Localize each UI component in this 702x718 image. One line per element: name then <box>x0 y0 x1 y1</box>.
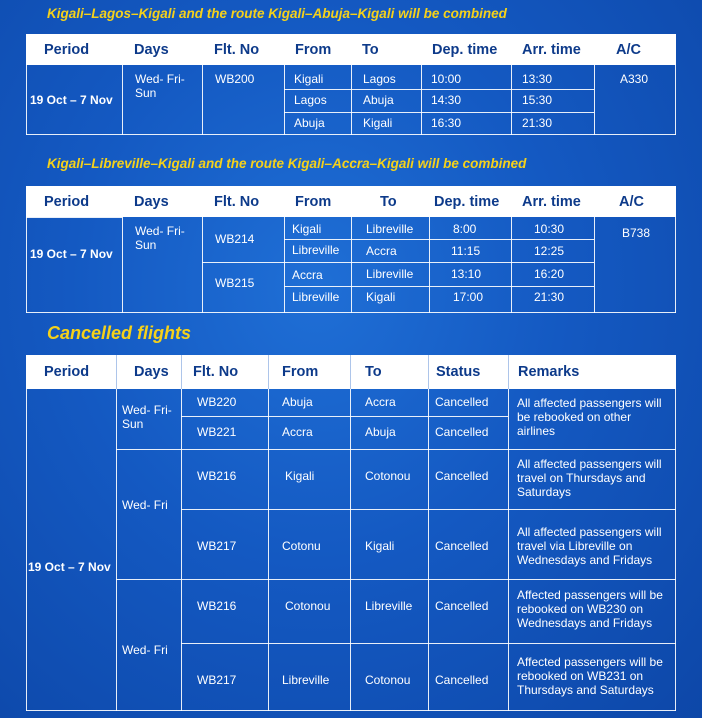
table-header <box>26 186 676 217</box>
arr-time-cell: 12:25 <box>534 244 565 258</box>
arr-time-cell: 16:20 <box>534 267 565 281</box>
cancelled-flights-table <box>26 355 676 711</box>
header-days: Days <box>134 41 169 58</box>
arr-time-cell: 10:30 <box>534 222 565 236</box>
header-to: To <box>380 193 397 210</box>
to-cell: Libreville <box>365 599 413 613</box>
flight-no-cell: WB220 <box>197 395 237 409</box>
status-cell: Cancelled <box>435 425 489 439</box>
header-aircraft: A/C <box>619 193 644 210</box>
arr-time-cell: 21:30 <box>534 290 565 304</box>
header-flight-no: Flt. No <box>214 41 260 58</box>
to-cell: Libreville <box>366 267 414 281</box>
period-cell: 19 Oct – 7 Nov <box>30 247 113 261</box>
from-cell: Cotonu <box>282 539 321 553</box>
header-period: Period <box>44 41 90 58</box>
from-cell: Libreville <box>292 290 340 304</box>
header-aircraft: A/C <box>616 41 641 58</box>
to-cell: Kigali <box>363 116 393 130</box>
header-period: Period <box>44 193 90 210</box>
days-cell: Wed- Fri- Sun <box>122 403 172 431</box>
header-days: Days <box>134 193 169 210</box>
flight-no-cell: WB216 <box>197 469 237 483</box>
to-cell: Cotonou <box>365 673 411 687</box>
header-dep-time: Dep. time <box>432 41 498 58</box>
to-cell: Cotonou <box>365 469 411 483</box>
from-cell: Cotonou <box>285 599 331 613</box>
aircraft-cell: B738 <box>622 226 651 240</box>
dep-time-cell: 14:30 <box>431 93 462 107</box>
header-status: Status <box>436 364 481 380</box>
period-cell: 19 Oct – 7 Nov <box>28 560 111 574</box>
days-cell: Wed- Fri- Sun <box>135 72 185 100</box>
flight-no-cell: WB221 <box>197 425 237 439</box>
header-to: To <box>362 41 379 58</box>
dep-time-cell: 8:00 <box>453 222 477 236</box>
remarks-cell: All affected passengers will travel via Libreville on Wednesdays and Fridays <box>517 525 662 567</box>
to-cell: Abuja <box>365 425 396 439</box>
remarks-cell: All affected passengers will travel on Thursdays and Saturdays <box>517 457 662 499</box>
from-cell: Kigali <box>292 222 322 236</box>
from-cell: Libreville <box>292 243 340 257</box>
combined-route-heading-2: Kigali–Libreville–Kigali and the route Kigali–Accra–Kigali will be combined <box>47 156 527 171</box>
flight-no-cell: WB215 <box>215 276 255 290</box>
header-days: Days <box>134 364 169 380</box>
to-cell: Abuja <box>363 93 394 107</box>
from-cell: Abuja <box>282 395 313 409</box>
to-cell: Accra <box>366 244 397 258</box>
dep-time-cell: 13:10 <box>451 267 482 281</box>
to-cell: Kigali <box>366 290 396 304</box>
combined-schedule-table-2 <box>26 186 676 313</box>
status-cell: Cancelled <box>435 673 489 687</box>
header-from: From <box>295 193 332 210</box>
dep-time-cell: 17:00 <box>453 290 484 304</box>
flight-no-cell: WB217 <box>197 539 237 553</box>
from-cell: Kigali <box>285 469 315 483</box>
days-cell: Wed- Fri- Sun <box>135 224 185 252</box>
remarks-cell: Affected passengers will be rebooked on WB230 on Wednesdays and Fridays <box>517 588 663 630</box>
from-cell: Libreville <box>282 673 330 687</box>
header-flight-no: Flt. No <box>214 193 260 210</box>
to-cell: Kigali <box>365 539 395 553</box>
from-cell: Kigali <box>294 72 324 86</box>
header-to: To <box>365 364 382 380</box>
period-cell: 19 Oct – 7 Nov <box>30 93 113 107</box>
arr-time-cell: 21:30 <box>522 116 553 130</box>
to-cell: Lagos <box>363 72 396 86</box>
header-arr-time: Arr. time <box>522 193 581 210</box>
days-cell: Wed- Fri <box>122 498 168 512</box>
header-from: From <box>282 364 319 380</box>
header-arr-time: Arr. time <box>522 41 581 58</box>
table-header <box>26 34 676 65</box>
combined-schedule-table-1 <box>26 34 676 135</box>
arr-time-cell: 15:30 <box>522 93 553 107</box>
combined-route-heading-1: Kigali–Lagos–Kigali and the route Kigali–Abuja–Kigali will be combined <box>47 6 507 21</box>
dep-time-cell: 10:00 <box>431 72 462 86</box>
from-cell: Abuja <box>294 116 325 130</box>
cancelled-flights-heading: Cancelled flights <box>47 323 192 343</box>
status-cell: Cancelled <box>435 599 489 613</box>
flight-no-cell: WB214 <box>215 232 255 246</box>
from-cell: Accra <box>282 425 313 439</box>
status-cell: Cancelled <box>435 395 489 409</box>
to-cell: Accra <box>365 395 396 409</box>
remarks-cell: Affected passengers will be rebooked on WB231 on Thursdays and Saturdays <box>517 655 663 697</box>
dep-time-cell: 11:15 <box>451 244 481 258</box>
flight-no-cell: WB217 <box>197 673 237 687</box>
remarks-cell: All affected passengers will be rebooked on other airlines <box>517 396 662 438</box>
flight-no-cell: WB216 <box>197 599 237 613</box>
arr-time-cell: 13:30 <box>522 72 553 86</box>
dep-time-cell: 16:30 <box>431 116 462 130</box>
header-from: From <box>295 41 332 58</box>
status-cell: Cancelled <box>435 539 489 553</box>
from-cell: Lagos <box>294 93 327 107</box>
header-period: Period <box>44 364 90 380</box>
header-flight-no: Flt. No <box>193 364 239 380</box>
to-cell: Libreville <box>366 222 414 236</box>
aircraft-cell: A330 <box>620 72 649 86</box>
header-remarks: Remarks <box>518 364 580 380</box>
from-cell: Accra <box>292 268 323 282</box>
days-cell: Wed- Fri <box>122 643 168 657</box>
header-dep-time: Dep. time <box>434 193 500 210</box>
status-cell: Cancelled <box>435 469 489 483</box>
table-header <box>26 355 676 389</box>
flight-no-cell: WB200 <box>215 72 255 86</box>
